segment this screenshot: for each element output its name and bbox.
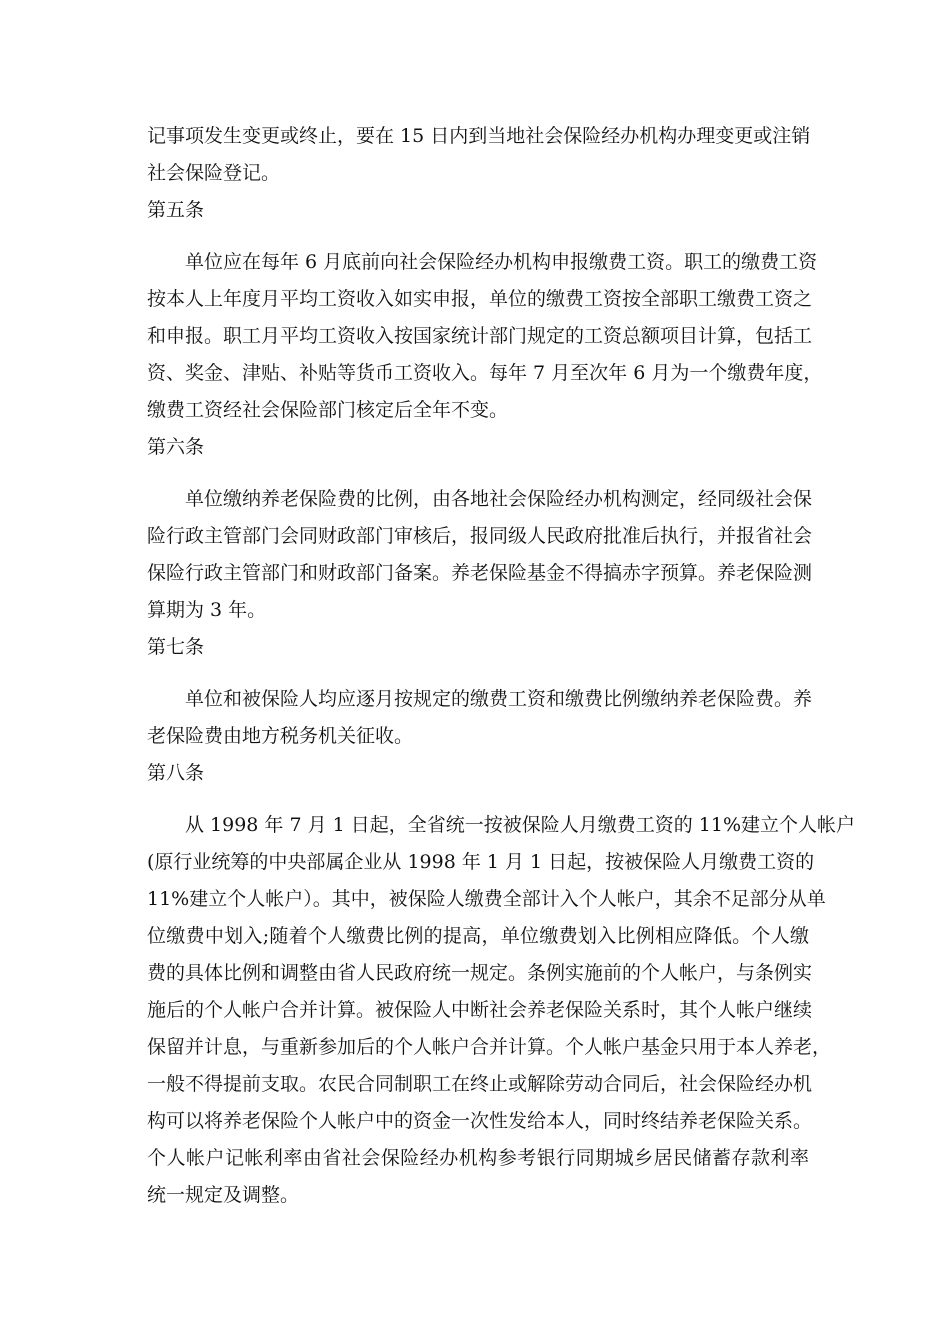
text-line: 按本人上年度月平均工资收入如实申报，单位的缴费工资按全部职工缴费工资之 (147, 288, 813, 310)
text-line: 费的具体比例和调整由省人民政府统一规定。条例实施前的个人帐户，与条例实 (147, 962, 813, 984)
text-line: 保留并计息，与重新参加后的个人帐户合并计算。个人帐户基金只用于本人养老， (147, 1036, 832, 1058)
text-line: 单位应在每年 6 月底前向社会保险经办机构申报缴费工资。职工的缴费工资 (185, 251, 818, 273)
text-line: 算期为 3 年。 (147, 599, 267, 621)
article-heading: 第八条 (147, 762, 205, 784)
text-line: 单位缴纳养老保险费的比例，由各地社会保险经办机构测定，经同级社会保 (185, 488, 813, 510)
text-line: 从 1998 年 7 月 1 日起，全省统一按被保险人月缴费工资的 11%建立个人帐户 (185, 814, 856, 836)
text-line: 11%建立个人帐户）。其中，被保险人缴费全部计入个人帐户，其余不足部分从单 (147, 888, 826, 910)
text-line: 资、奖金、津贴、补贴等货币工资收入。每年 7 月至次年 6 月为一个缴费年度， (147, 362, 823, 384)
document-page (147, 118, 856, 1214)
article-heading: 第五条 (147, 199, 205, 221)
text-line: 和申报。职工月平均工资收入按国家统计部门规定的工资总额项目计算，包括工 (147, 325, 813, 347)
text-line: 老保险费由地方税务机关征收。 (147, 725, 414, 747)
text-line: 施后的个人帐户合并计算。被保险人中断社会养老保险关系时，其个人帐户继续 (147, 999, 813, 1021)
text-line: 记事项发生变更或终止，要在 15 日内到当地社会保险经办机构办理变更或注销 (147, 125, 811, 147)
article-heading: 第七条 (147, 636, 205, 658)
article-body (147, 681, 813, 755)
text-line: 险行政主管部门会同财政部门审核后，报同级人民政府批准后执行，并报省社会 (147, 525, 813, 547)
text-line: 统一规定及调整。 (147, 1184, 300, 1206)
intro-paragraph (147, 118, 809, 192)
article-body (147, 244, 823, 429)
text-line: 缴费工资经社会保险部门核定后全年不变。 (147, 399, 509, 421)
text-line: 单位和被保险人均应逐月按规定的缴费工资和缴费比例缴纳养老保险费。养 (185, 688, 813, 710)
article-body (147, 807, 856, 1214)
text-line: 一般不得提前支取。农民合同制职工在终止或解除劳动合同后，社会保险经办机 (147, 1073, 813, 1095)
text-line: 保险行政主管部门和财政部门备案。养老保险基金不得搞赤字预算。养老保险测 (147, 562, 813, 584)
text-line: 构可以将养老保险个人帐户中的资金一次性发给本人，同时终结养老保险关系。 (147, 1110, 813, 1132)
text-line: 个人帐户记帐利率由省社会保险经办机构参考银行同期城乡居民储蓄存款利率 (147, 1147, 809, 1169)
text-line: 位缴费中划入;随着个人缴费比例的提高，单位缴费划入比例相应降低。个人缴 (147, 925, 809, 947)
article-body (147, 481, 813, 629)
text-line: 社会保险登记。 (147, 162, 281, 184)
text-line: (原行业统筹的中央部属企业从 1998 年 1 月 1 日起，按被保险人月缴费工资的 (147, 851, 815, 873)
article-heading: 第六条 (147, 436, 205, 458)
